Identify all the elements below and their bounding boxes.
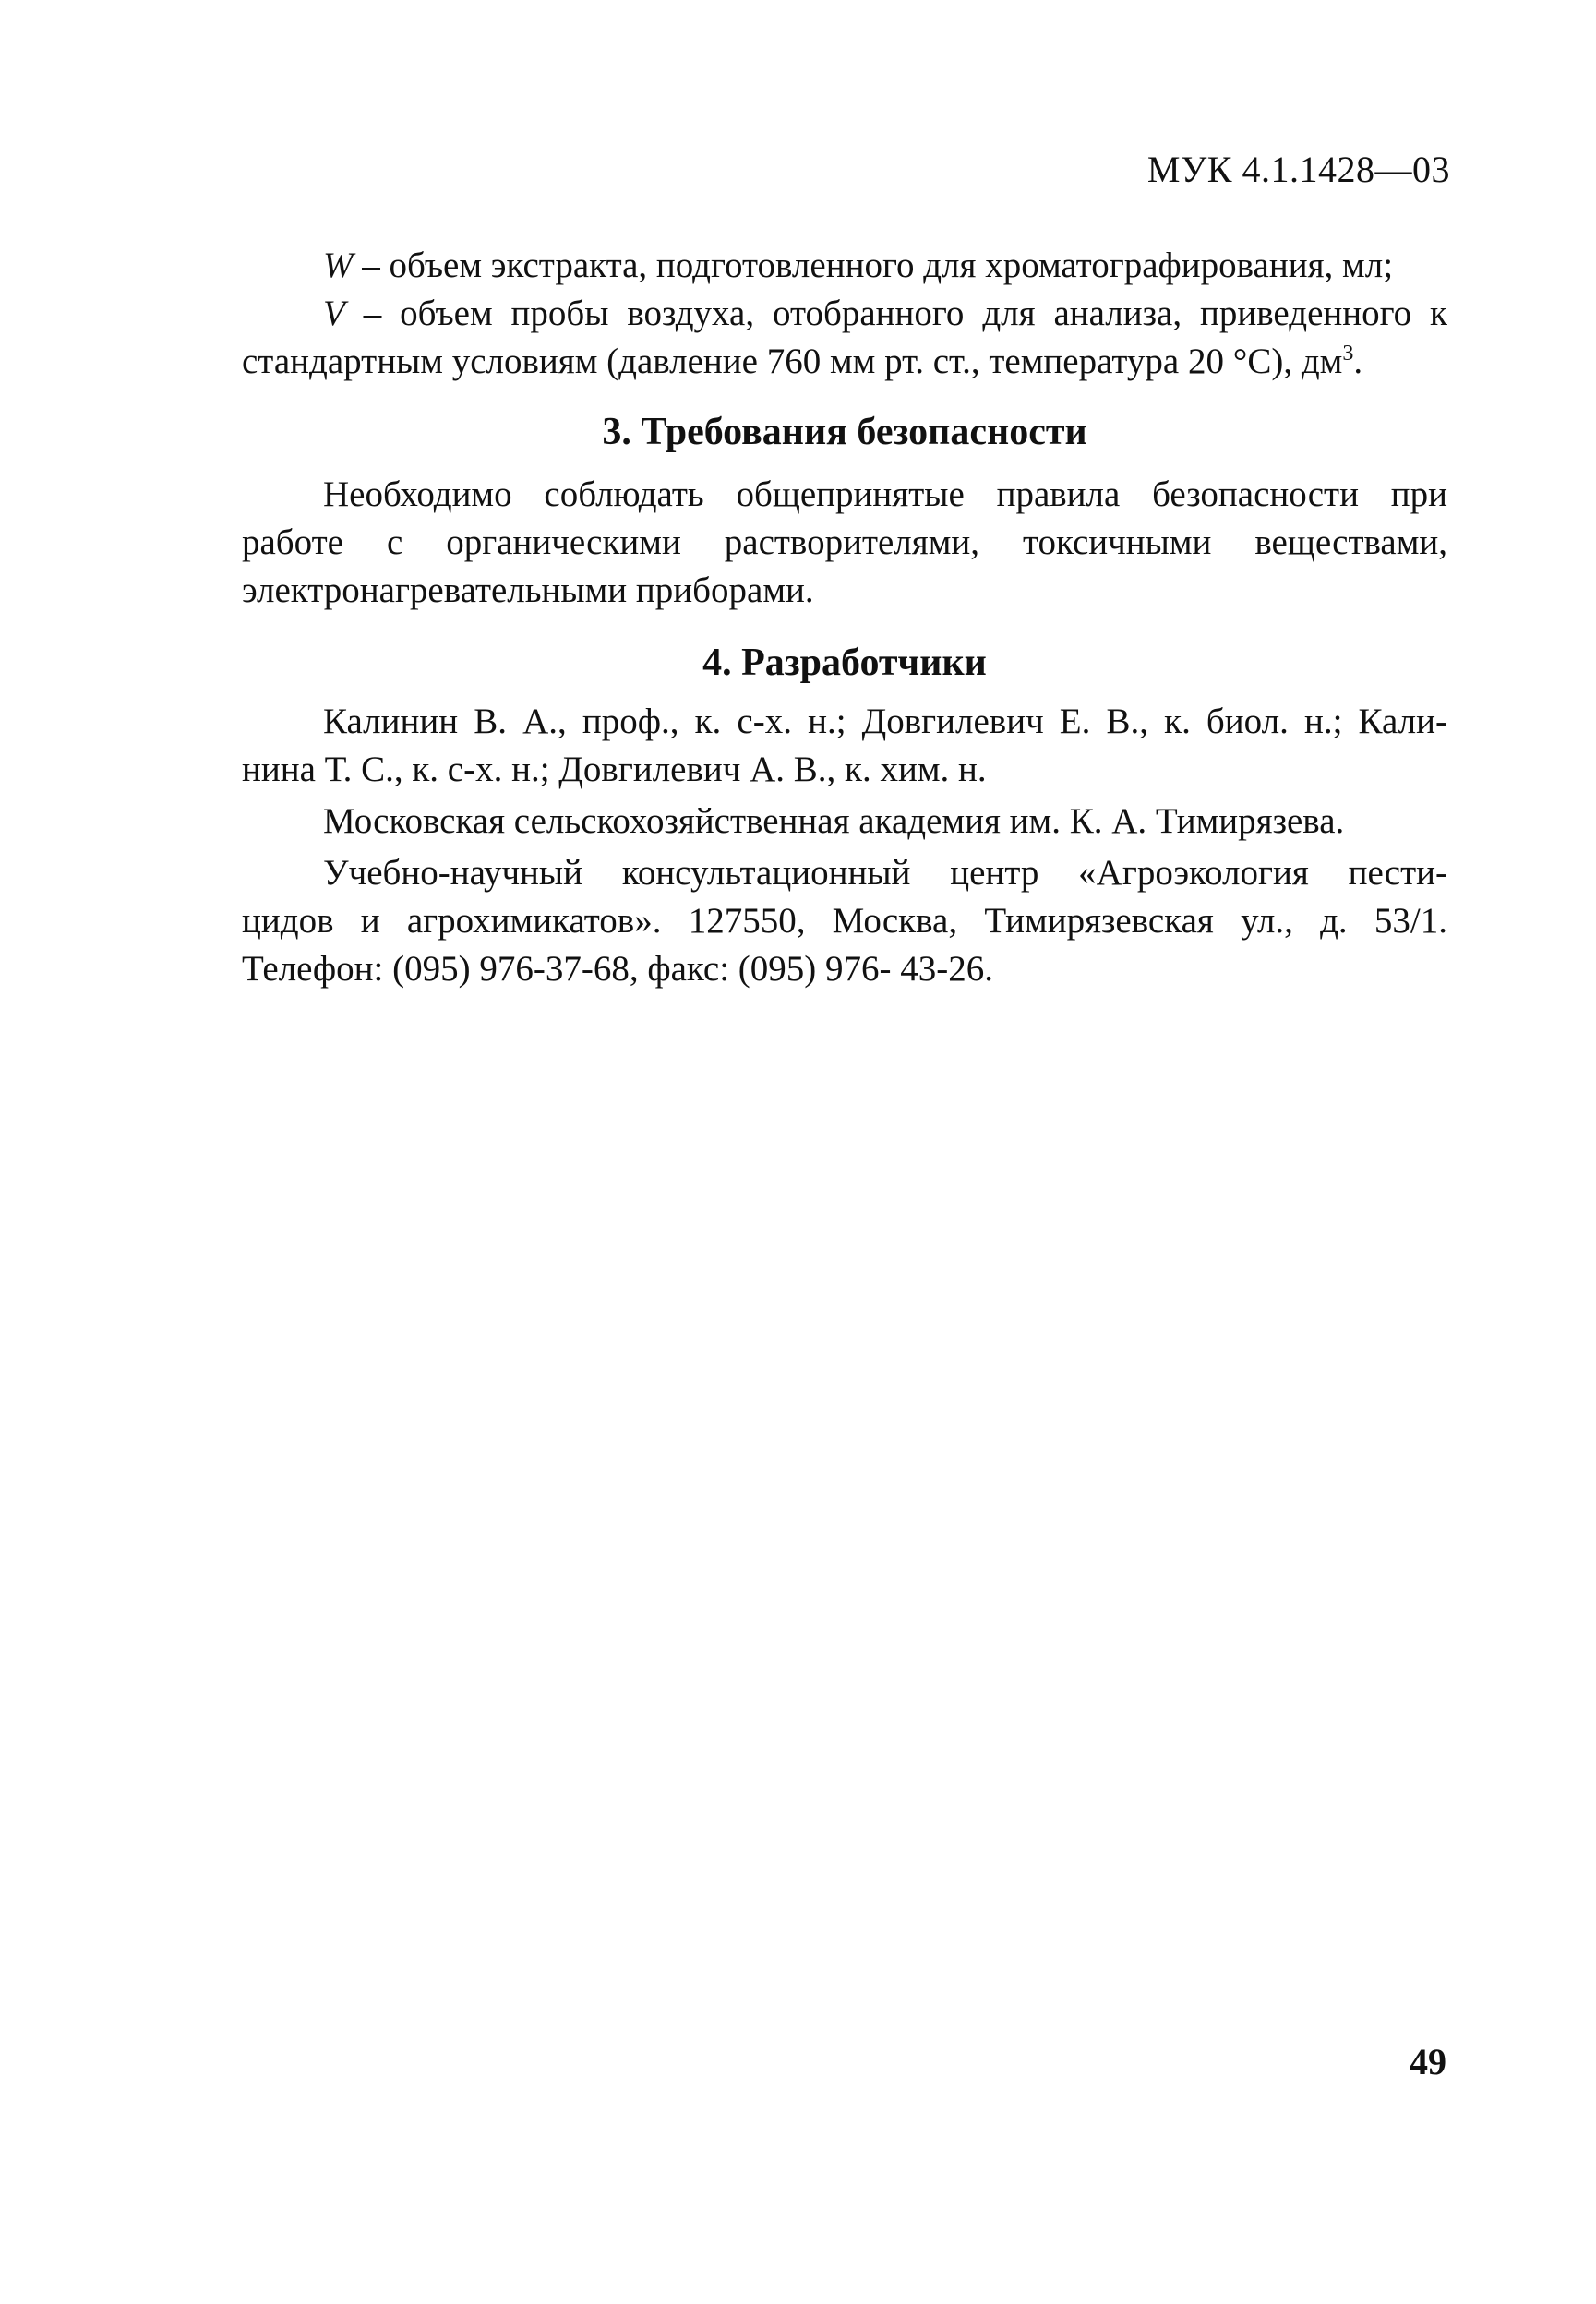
developers-heading: 4. Разработчики [702, 642, 987, 684]
safety-heading: 3. Требования безопасности [602, 411, 1087, 453]
v-definition-superscript: 3 [1342, 342, 1354, 366]
v-symbol: V [323, 294, 345, 333]
safety-line3: электронагревательными приборами. [242, 570, 814, 610]
page-content [242, 242, 1447, 993]
v-definition-text-end: . [1353, 342, 1363, 381]
academy-line: Московская сельскохозяйственная академия им. К. А. Тимирязева. [323, 801, 1345, 841]
v-definition-text-line1: – объем пробы воздуха, отобранного для анализа, приведенного к [344, 294, 1447, 333]
center-line2: цидов и агрохимикатов». 127550, Москва, Тимирязевская ул., д. 53/1. [242, 901, 1447, 941]
definition-v-line1 [242, 290, 1447, 338]
definition-v-line2 [242, 338, 1447, 386]
w-symbol: W [323, 246, 354, 285]
w-definition-text: – объем экстракта, подготовленного для хроматографирования, мл; [353, 246, 1394, 285]
center-line1: Учебно-научный консультационный центр «Агроэкология пести- [323, 853, 1447, 893]
definition-w [242, 242, 1447, 290]
center-line3: Телефон: (095) 976-37-68, факс: (095) 976- 43-26. [242, 949, 993, 989]
authors-line1: Калинин В. А., проф., к. с-х. н.; Довгилевич Е. В., к. биол. н.; Кали- [323, 702, 1447, 741]
page-number: 49 [1410, 2041, 1446, 2082]
authors-line2: нина Т. С., к. с-х. н.; Довгилевич А. В., к. хим. н. [242, 750, 987, 789]
safety-line2: работе с органическими растворителями, токсичными веществами, [242, 522, 1447, 562]
safety-line1: Необходимо соблюдать общепринятые правила безопасности при [323, 474, 1447, 514]
v-definition-text-line2: стандартным условиям (давление 760 мм рт. ст., температура 20 °С), дм [242, 342, 1343, 381]
document-code: МУК 4.1.1428—03 [1146, 149, 1450, 190]
